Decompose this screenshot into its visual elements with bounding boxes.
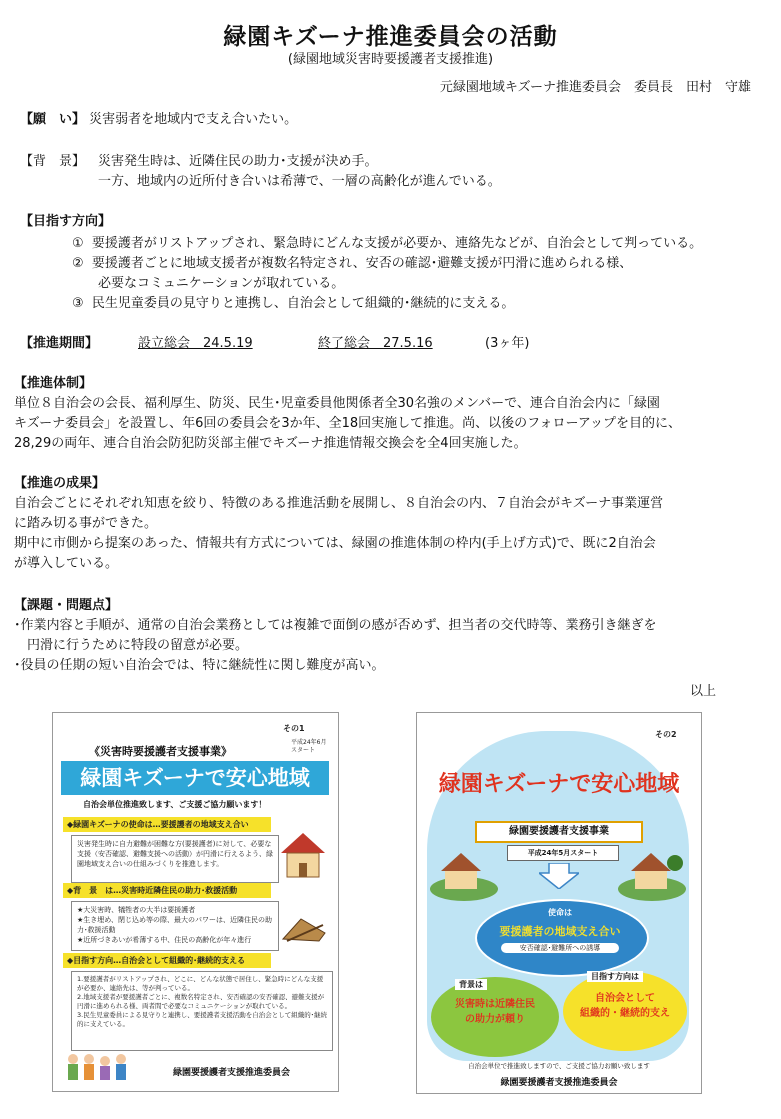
poster1-section-2-body: ★大災害時、犠牲者の大半は要援護者 ★生き埋め、閉じ込め等の際、最大のパワーは、近隣住民の助力･救援活動 ★近所づきあいが希薄する中、住民の高齢化が年々進行 xyxy=(71,901,279,951)
poster2-program: 緑園要援護者支援事業 xyxy=(475,821,643,843)
item-text: 民生児童委員の見守りと連携し、自治会として組織的･継続的に支える。 xyxy=(91,296,515,311)
house-illustration xyxy=(275,823,331,883)
poster1-heading: 《災害時要援護者支援事業》 xyxy=(89,745,232,758)
background-oval-label: 背景は xyxy=(455,979,487,990)
poster-2 xyxy=(416,712,702,1094)
item-number: ③ xyxy=(72,296,84,311)
background-line-1: 災害発生時は、近隣住民の助力･支援が決め手。 xyxy=(98,154,378,169)
poster-1 xyxy=(52,712,339,1092)
poster2-start: 平成24年5月スタート xyxy=(507,845,619,861)
poster2-invite: 自治会単位で推進致しますので、ご支援ご協力お願い致します xyxy=(468,1062,650,1070)
poster2-tag: その2 xyxy=(655,730,677,739)
author-line: 元緑園地域キズーナ推進委員会 委員長 田村 守雄 xyxy=(439,80,751,95)
goal-oval-text: 自治会として 組織的・継続的支え xyxy=(580,993,670,1019)
system-label: 【推進体制】 xyxy=(14,376,93,391)
wish-label: 【願 い】 xyxy=(20,112,86,127)
direction-item xyxy=(72,234,702,253)
period-label: 【推進期間】 xyxy=(20,336,99,351)
poster1-section-1-body: 災害発生時に自力避難が困難な方(要援護者)に対して、必要な支援（安否確認、避難支援への活動）が円滑に行えるよう、緑園地域支え合いの仕組みづくりを推進します。 xyxy=(71,835,279,883)
background-label: 【背 景】 xyxy=(20,154,86,169)
results-body xyxy=(14,494,774,574)
poster1-date: 平成24年6月 スタート xyxy=(291,739,327,754)
direction-item-cont: 必要なコミュニケーションが取れている。 xyxy=(98,276,345,291)
results-line: 自治会ごとにそれぞれ知恵を絞り、特徴のある推進活動を展開し、８自治会の内、７自治会がキズーナ事業運営 xyxy=(14,496,664,511)
people-illustration xyxy=(63,1051,133,1085)
item-text: 要援護者がリストアップされ、緊急時にどんな支援が必要か、連絡先などが、自治会として判っている。 xyxy=(91,236,703,251)
page-subtitle: (緑園地域災害時要援護者支援推進) xyxy=(287,52,494,67)
item-number: ① xyxy=(72,236,84,251)
direction-item xyxy=(72,294,514,313)
end-mark: 以上 xyxy=(690,684,717,699)
poster1-section-3-body: 1.要援護者がリストアップされ、どこに、どんな状態で居住し、緊急時にどんな支援が必要か、連絡先は、等が判っている。 2.地域支援者が要援護者ごとに、複数名特定され、安否確認の安否確認、避難支援が円滑に進められる様、両者間で必要なコミュニケーションが取れている。 3.民生児童委員による見守りと連携し、要援護者支援活動を自治会として組織的･継続的に支えている。 xyxy=(71,971,333,1051)
house-left-illustration xyxy=(429,841,499,901)
poster1-section-2: ◆背 景 は…災害時近隣住民の助力･救援活動 xyxy=(63,883,271,898)
direction-label: 【目指す方向】 xyxy=(20,214,112,229)
system-line: キズーナ委員会」を設置し、年6回の委員会を3か年、全18回実施して推進。尚、以後のフォローアップを目的に、 xyxy=(14,416,681,431)
poster1-tag: その1 xyxy=(283,724,305,733)
mission-sub: 安否確認･避難所への誘導 xyxy=(501,943,619,953)
poster1-invite: 自治会単位推進致します、ご支援ご協力願います！ xyxy=(83,800,267,809)
poster1-footer: 緑園要援護者支援推進委員会 xyxy=(173,1068,291,1078)
background-line-2: 一方、地域内の近所付き合いは希薄で、一層の高齢化が進んでいる。 xyxy=(98,174,501,189)
issues-label: 【課題・問題点】 xyxy=(14,598,119,613)
mission-text: 要援護者の地域支え合い xyxy=(499,925,621,938)
poster2-footer: 緑園要援護者支援推進委員会 xyxy=(500,1078,618,1088)
results-label: 【推進の成果】 xyxy=(14,476,106,491)
background-oval-text: 災害時は近隣住民 の助力が頼り xyxy=(455,999,535,1025)
page-title: 緑園キズーナ推進委員会の活動 xyxy=(223,24,558,50)
results-line: に踏み切る事ができた。 xyxy=(14,516,158,531)
system-line: 28,29の両年、連合自治会防犯防災部主催でキズーナ推進情報交換会を全4回実施した。 xyxy=(14,436,527,451)
results-line: 期中に市側から提案のあった、情報共有方式については、緑園の推進体制の枠内(手上げ方式)で、既に2自治会 xyxy=(14,536,656,551)
down-arrow-icon xyxy=(539,863,579,889)
issues-body xyxy=(14,616,774,676)
period-span: (3ヶ年) xyxy=(485,336,530,351)
issues-line: ･役員の任期の短い自治会では、特に継続性に関し難度が高い。 xyxy=(14,658,385,673)
wish-section xyxy=(20,110,297,129)
goal-oval-label: 目指す方向は xyxy=(587,971,643,982)
direction-item xyxy=(72,254,632,273)
collapsed-house-illustration xyxy=(279,905,329,945)
wish-text: 災害弱者を地域内で支え合いたい。 xyxy=(89,112,298,127)
house-right-illustration xyxy=(617,841,687,901)
period-start: 設立総会 24.5.19 xyxy=(138,336,253,351)
system-line: 単位８自治会の会長、福利厚生、防災、民生･児童委員他関係者全30名強のメンバーで、連合自治会内に「緑園 xyxy=(14,396,660,411)
poster1-section-3: ◆目指す方向…自治会として組織的･継続的支える xyxy=(63,953,271,968)
poster2-banner: 緑園キズーナで安心地域 xyxy=(438,772,680,797)
mission-label: 使命は xyxy=(548,908,572,917)
poster1-section-1: ◆緑園キズーナの使命は…要援護者の地域支え合い xyxy=(63,817,271,832)
results-line: が導入している。 xyxy=(14,556,119,571)
issues-line: 円滑に行うために特段の留意が必要。 xyxy=(14,638,249,653)
poster1-banner: 緑園キズーナで安心地域 xyxy=(61,761,329,795)
issues-line: ･作業内容と手順が、通常の自治会業務としては複雑で面倒の感が否めず、担当者の交代時等、業務引き継ぎを xyxy=(14,618,657,633)
item-number: ② xyxy=(72,256,84,271)
item-text: 要援護者ごとに地域支援者が複数名特定され、安否の確認･避難支援が円滑に進められる様、 xyxy=(91,256,633,271)
period-end: 終了総会 27.5.16 xyxy=(318,336,433,351)
system-body xyxy=(14,394,774,454)
